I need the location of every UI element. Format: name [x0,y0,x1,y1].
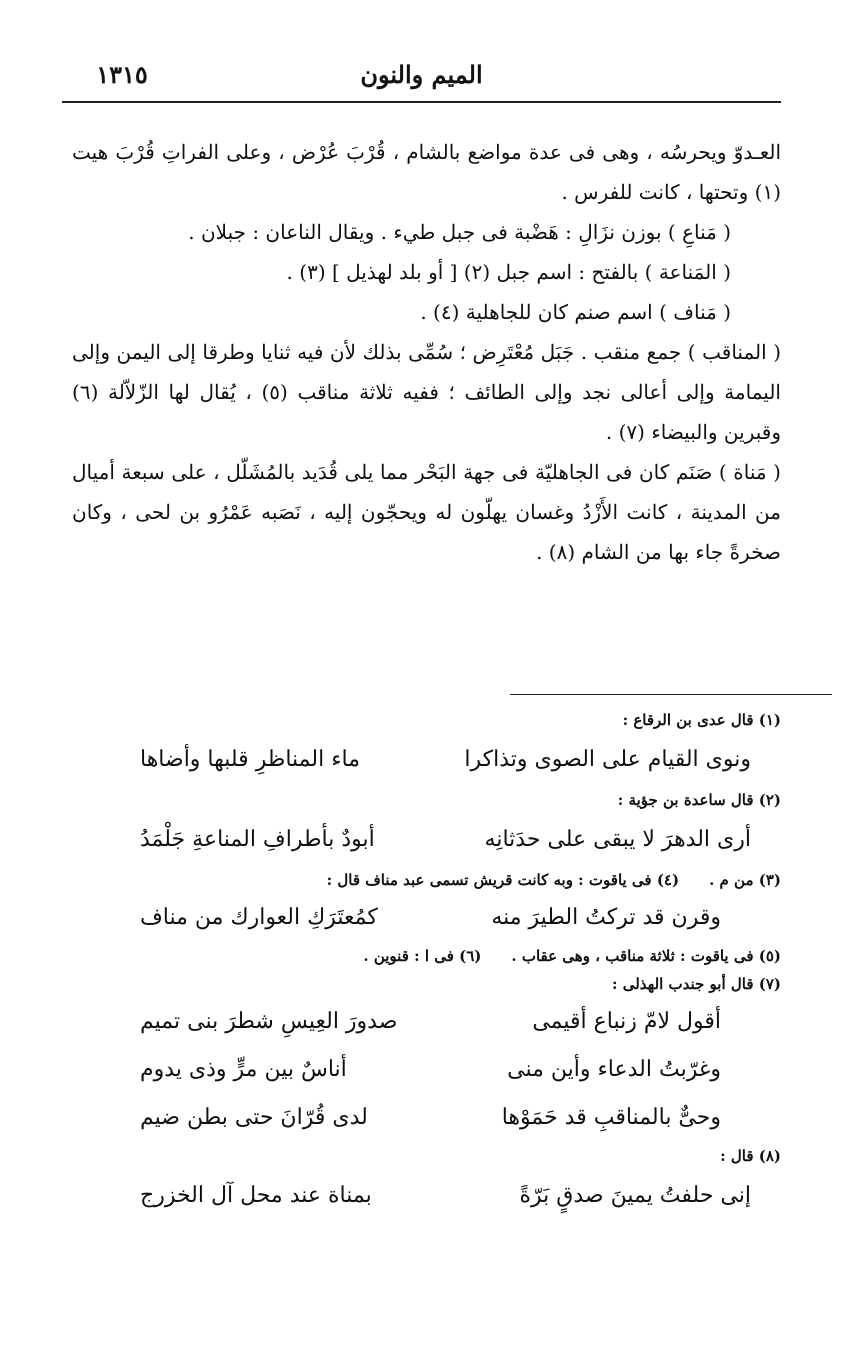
hemistich: أرى الدهرَ لا يبقى على حدَثانِه [484,827,751,852]
verse-line [130,814,781,866]
footnote-text: (٤) فى ياقوت : وبه كانت قريش تسمى عبد مناف قال : [326,871,680,889]
hemistich: وغرّبتُ الدعاء وأين منى [507,1057,721,1082]
hemistich: بمناة عند محل آل الخزرج [140,1183,372,1208]
paragraph: ( مَناف ) اسم صنم كان للجاهلية (٤) . [420,300,731,324]
hemistich: وحىٌّ بالمناقبِ قد حَمَوْها [501,1105,721,1130]
footnote-text: (٦) فى ا : قنوين . [363,947,482,965]
footnote-intro: (٧) قال أبو جندب الهذلى : [611,975,781,993]
footnote-row [130,942,781,970]
hemistich: لدى قُرّانَ حتى بطن ضيم [140,1105,368,1130]
footnote-text: (٥) فى ياقوت : ثلاثة مناقب ، وهى عقاب . [511,947,781,965]
hemistich: إنى حلفتُ يمينَ صدقٍ بَرّةً [519,1183,751,1208]
hemistich: كمُعتَرَكِ العوارك من مناف [140,905,378,930]
hemistich: ماء المناظرِ قلبها وأضاها [140,747,361,772]
hemistich: أقول لامّ زنباع أقيمى [532,1009,721,1034]
footnote-intro: (١) قال عدى بن الرقاع : [622,711,781,729]
verse-line [130,1094,781,1142]
header-rule [62,101,781,103]
page-title: الميم والنون [360,60,483,89]
footnote-text: (٣) من م . [709,871,781,889]
paragraph: ( المَناعة ) بالفتح : اسم جبل (٢) [ أو بلد لهذيل ] (٣) . [286,260,731,284]
page-number: ١٣١٥ [96,60,148,89]
footnote-rule [510,694,832,695]
paragraph: ( مَناة ) صَنَم كان فى الجاهليّة فى جهة البَحْر مما يلى قُدَيد بالمُشَلّل ، على سبعة أميال من المدينة ، كانت الأَزْدُ وغسان يهلّون له ويحجّون إليه ، نَصَبه عَمْرُو بن لحى ، وكان صخرةً جاء بها من الشام (٨) . [72,460,781,564]
hemistich: صدورَ العِيسِ شطرَ بنى تميم [140,1009,398,1034]
footnote-intro: (٨) قال : [720,1147,781,1165]
hemistich: وقرن قد تركتُ الطيرَ منه [491,905,721,930]
main-text [72,132,781,572]
verse-line [130,734,781,786]
hemistich: ونوى القيام على الصوى وتذاكرا [464,747,751,772]
verse-line [130,894,781,942]
hemistich: أناسٌ بين مرٍّ وذى يدوم [140,1057,347,1082]
paragraph: ( المناقب ) جمع منقب . جَبَل مُعْتَرِض ؛ سُمِّى بذلك لأن فيه ثنايا وطرقا إلى اليمن وإلى اليمامة وإلى أعالى نجد وإلى الطائف ؛ ففيه ثلاثة مناقب (٥) ، يُقال لها الزّلاّلة (٦) وقبرين والبيضاء (٧) . [72,340,781,444]
verse-line [130,1170,781,1222]
hemistich: أبودٌ بأطرافِ المناعةِ جَلْمَدُ [140,827,375,852]
verse-line [130,1046,781,1094]
footnote-intro: (٢) قال ساعدة بن جؤية : [617,791,781,809]
footnote-row [130,866,781,894]
verse-line [130,998,781,1046]
paragraph: ( مَناعِ ) بوزن نزَالِ : هَضْبة فى جبل طيء . ويقال الناعان : جبلان . [188,220,731,244]
running-head [62,58,781,98]
footnotes [130,706,781,1222]
paragraph: العـدوّ ويحرسُه ، وهى فى عدة مواضع بالشام ، قُرْبَ عُرْض ، وعلى الفراتِ قُرْبَ هيت (١) وتحتها ، كانت للفرس . [72,140,781,204]
